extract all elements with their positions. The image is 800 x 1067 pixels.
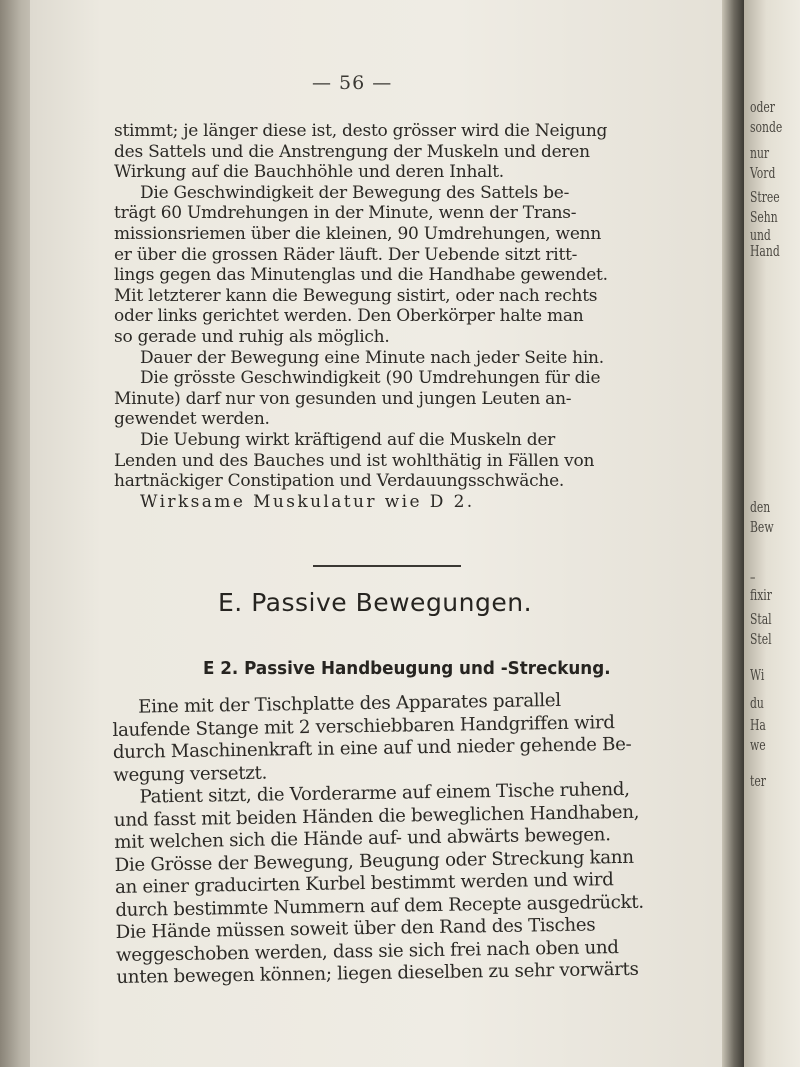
next-page-fragment: Wi <box>750 666 765 684</box>
next-page-fragment: Vord <box>750 164 776 182</box>
text-line: Die grösste Geschwindigkeit (90 Umdrehungen für die <box>140 368 601 389</box>
next-page-fragment: – <box>750 568 756 586</box>
text-line: stimmt; je länger diese ist, desto grösser wird die Neigung <box>114 121 608 141</box>
text-line: und fasst mit beiden Händen die beweglichen Handhaben, <box>113 801 640 831</box>
text-line: an einer graducirten Kurbel bestimmt werden und wird <box>114 869 614 898</box>
next-page-fragment: und <box>750 226 771 244</box>
text-line: durch Maschinenkraft in eine auf und nieder gehende Be- <box>112 733 632 763</box>
text-line: unten bewegen können; liegen dieselben zu sehr vorwärts <box>116 958 639 988</box>
text-line: durch bestimmte Nummern auf dem Recepte ausgedrückt. <box>115 891 644 921</box>
next-page-fragment: Bew <box>750 518 774 536</box>
text-line: trägt 60 Umdrehungen in der Minute, wenn der Trans- <box>114 203 577 224</box>
text-line: mit welchen sich die Hände auf- und abwärts bewegen. <box>114 824 611 853</box>
text-line: laufende Stange mit 2 verschiebbaren Handgriffen wird <box>112 711 615 741</box>
upper-paragraph <box>114 121 608 512</box>
next-page-fragment: Ha <box>750 716 766 734</box>
text-line: Die Uebung wirkt kräftigend auf die Muskeln der <box>140 429 556 450</box>
text-line: Wirksame Muskulatur wie D 2. <box>140 491 475 512</box>
text-line: des Sattels und die Anstrengung der Muskeln und deren <box>114 141 590 162</box>
next-page-fragment: Hand <box>750 242 780 260</box>
text-line: Die Geschwindigkeit der Bewegung des Sattels be- <box>140 182 570 203</box>
next-page-fragment: fixir <box>750 586 772 604</box>
text-line: Dauer der Bewegung eine Minute nach jeder Seite hin. <box>140 347 604 368</box>
next-page-fragment: sonde <box>750 118 783 136</box>
next-page-fragment: nur <box>750 144 770 162</box>
text-line: Mit letzterer kann die Bewegung sistirt, oder nach rechts <box>114 285 598 306</box>
text-line: so gerade und ruhig als möglich. <box>114 326 390 347</box>
next-page-fragment: Stal <box>750 610 772 628</box>
text-line: er über die grossen Räder läuft. Der Uebende sitzt ritt- <box>114 244 578 265</box>
text-line: missionsriemen über die kleinen, 90 Umdrehungen, wenn <box>114 223 602 244</box>
sub-heading: E 2. Passive Handbeugung und -Streckung. <box>203 658 611 679</box>
section-divider <box>313 565 461 567</box>
section-heading: E. Passive Bewegungen. <box>218 588 533 617</box>
text-line: Patient sitzt, die Vorderarme auf einem Tische ruhend, <box>139 778 630 808</box>
next-page-fragment: du <box>750 694 764 712</box>
text-line: hartnäckiger Constipation und Verdauungsschwäche. <box>114 471 565 492</box>
next-page-fragment: we <box>750 736 766 754</box>
text-line: Lenden und des Bauches und ist wohlthätig in Fällen von <box>114 450 595 471</box>
next-page-fragment: ter <box>750 772 766 790</box>
text-line: Minute) darf nur von gesunden und jungen Leuten an- <box>114 388 572 409</box>
text-line: Die Hände müssen soweit über den Rand des Tisches <box>115 914 596 943</box>
next-page-fragment: Sehn <box>750 208 778 226</box>
lower-paragraph <box>112 689 645 990</box>
text-line: lings gegen das Minutenglas und die Handhabe gewendet. <box>114 265 608 286</box>
next-page-fragment: Stel <box>750 630 772 648</box>
text-line: Wirkung auf die Bauchhöhle und deren Inhalt. <box>114 162 504 183</box>
text-line: gewendet werden. <box>114 409 270 430</box>
text-line: weggeschoben werden, dass sie sich frei nach oben und <box>115 936 619 966</box>
book-fold <box>722 0 744 1067</box>
page-number: — 56 — <box>312 72 393 94</box>
text-line: wegung versetzt. <box>113 762 268 786</box>
next-page-fragment: Stree <box>750 188 780 206</box>
text-line: oder links gerichtet werden. Den Oberkörper halte man <box>114 306 584 327</box>
next-page-edge <box>744 0 800 1067</box>
text-line: Die Grösse der Bewegung, Beugung oder Streckung kann <box>114 846 634 876</box>
text-line: Eine mit der Tischplatte des Apparates parallel <box>137 689 561 718</box>
next-page-fragment: den <box>750 498 771 516</box>
next-page-fragment: oder <box>750 98 775 116</box>
